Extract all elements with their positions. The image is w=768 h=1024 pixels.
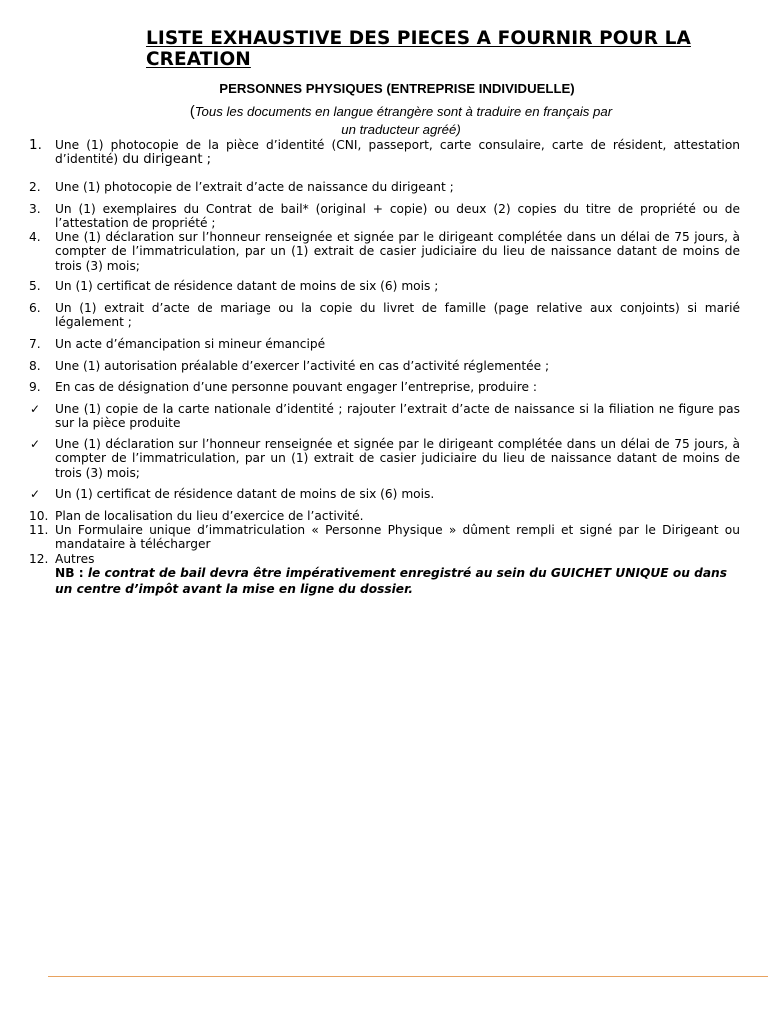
- list-marker: 3.: [29, 202, 41, 216]
- list-item-text: Un (1) certificat de résidence datant de moins de six (6) mois ;: [55, 279, 439, 293]
- list-item: [29, 301, 740, 330]
- list-item: [29, 202, 740, 231]
- list-item-text: Une (1) déclaration sur l’honneur renseignée et signée par le dirigeant complétée dans un délai de 75 jours, à compter de l’immatriculation, par un (1) extrait de casier judiciaire du lieu de naissance datant de moins de trois (3) mois;: [55, 230, 740, 273]
- page-title: LISTE EXHAUSTIVE DES PIECES A FOURNIR POUR LA CREATION: [146, 28, 691, 70]
- list-marker: 9.: [29, 380, 41, 394]
- list-item: [29, 137, 740, 168]
- list-item-text: Une (1) copie de la carte nationale d’identité ; rajouter l’extrait d’acte de naissance si la filiation ne figure pas sur la pièce produite: [55, 402, 740, 431]
- list-marker: 6.: [29, 301, 41, 315]
- list-marker: 1.: [29, 137, 42, 153]
- list-item-text: Une (1) photocopie de l’extrait d’acte de naissance du dirigeant ;: [55, 180, 454, 194]
- footer-rule: [48, 976, 768, 977]
- list-item: [29, 359, 740, 373]
- note-text-line2: un traducteur agréé): [341, 122, 461, 137]
- nb-note: [55, 566, 735, 597]
- list-marker: 5.: [29, 279, 41, 293]
- list-item-text: Une (1) déclaration sur l’honneur renseignée et signée par le dirigeant complétée dans un délai de 75 jours, à compter de l’immatriculation, par un (1) extrait de casier judiciaire du lieu de naissance datant de moins de trois (3) mois;: [55, 437, 740, 480]
- translation-note: [0, 103, 768, 138]
- list-item-text: Autres: [55, 552, 95, 566]
- checkmark-icon: ✓: [30, 437, 41, 451]
- list-marker: 2.: [29, 180, 41, 194]
- note-text-line1: Tous les documents en langue étrangère sont à traduire en français par: [194, 104, 613, 119]
- list-marker: 4.: [29, 230, 41, 244]
- list-marker: 8.: [29, 359, 41, 373]
- checkmark-icon: ✓: [30, 487, 41, 501]
- nb-label: NB :: [55, 566, 88, 580]
- list-item: [30, 487, 740, 501]
- list-marker: 12.: [29, 552, 49, 566]
- page-subtitle: PERSONNES PHYSIQUES (ENTREPRISE INDIVIDUELLE): [219, 81, 575, 96]
- list-item-text-tail: du dirigeant ;: [118, 152, 212, 168]
- list-item: [29, 230, 740, 273]
- list-marker: 11.: [29, 523, 49, 537]
- list-item-text: Un (1) extrait d’acte de mariage ou la copie du livret de famille (page relative aux conjoints) si marié légalement ;: [55, 301, 740, 330]
- list-item-text: Un acte d’émancipation si mineur émancipé: [55, 337, 326, 351]
- list-item-text: Un (1) certificat de résidence datant de moins de six (6) mois.: [55, 487, 435, 501]
- note-open-paren: (: [189, 104, 195, 120]
- list-item: [29, 337, 740, 351]
- list-item: [29, 279, 740, 293]
- list-item: [29, 523, 740, 552]
- checkmark-icon: ✓: [30, 402, 41, 416]
- list-item-text: En cas de désignation d’une personne pouvant engager l’entreprise, produire :: [55, 380, 537, 394]
- list-marker: 7.: [29, 337, 41, 351]
- list-item-text: Un Formulaire unique d’immatriculation « Personne Physique » dûment rempli et signé par le Dirigeant ou mandataire à télécharger: [55, 523, 740, 552]
- list-item: [29, 380, 740, 394]
- list-item: [29, 180, 740, 194]
- list-item: [29, 552, 740, 566]
- list-item-text: Une (1) autorisation préalable d’exercer l’activité en cas d’activité réglementée ;: [55, 359, 550, 373]
- list-item: [30, 437, 740, 480]
- list-item-text: Plan de localisation du lieu d’exercice de l’activité.: [55, 509, 364, 523]
- nb-text: le contrat de bail devra être impérativement enregistré au sein du GUICHET UNIQUE ou dans un centre d’impôt avant la mise en ligne du dossier.: [55, 566, 727, 596]
- list-item: [29, 509, 740, 523]
- list-marker: 10.: [29, 509, 49, 523]
- list-item-text: Un (1) exemplaires du Contrat de bail* (original + copie) ou deux (2) copies du titre de propriété ou de l’attestation de propriété ;: [55, 202, 740, 231]
- list-item-text: Une (1) photocopie de la pièce d’identité (CNI, passeport, carte consulaire, carte de résident, attestation d’identité): [55, 138, 740, 167]
- list-item: [30, 402, 740, 431]
